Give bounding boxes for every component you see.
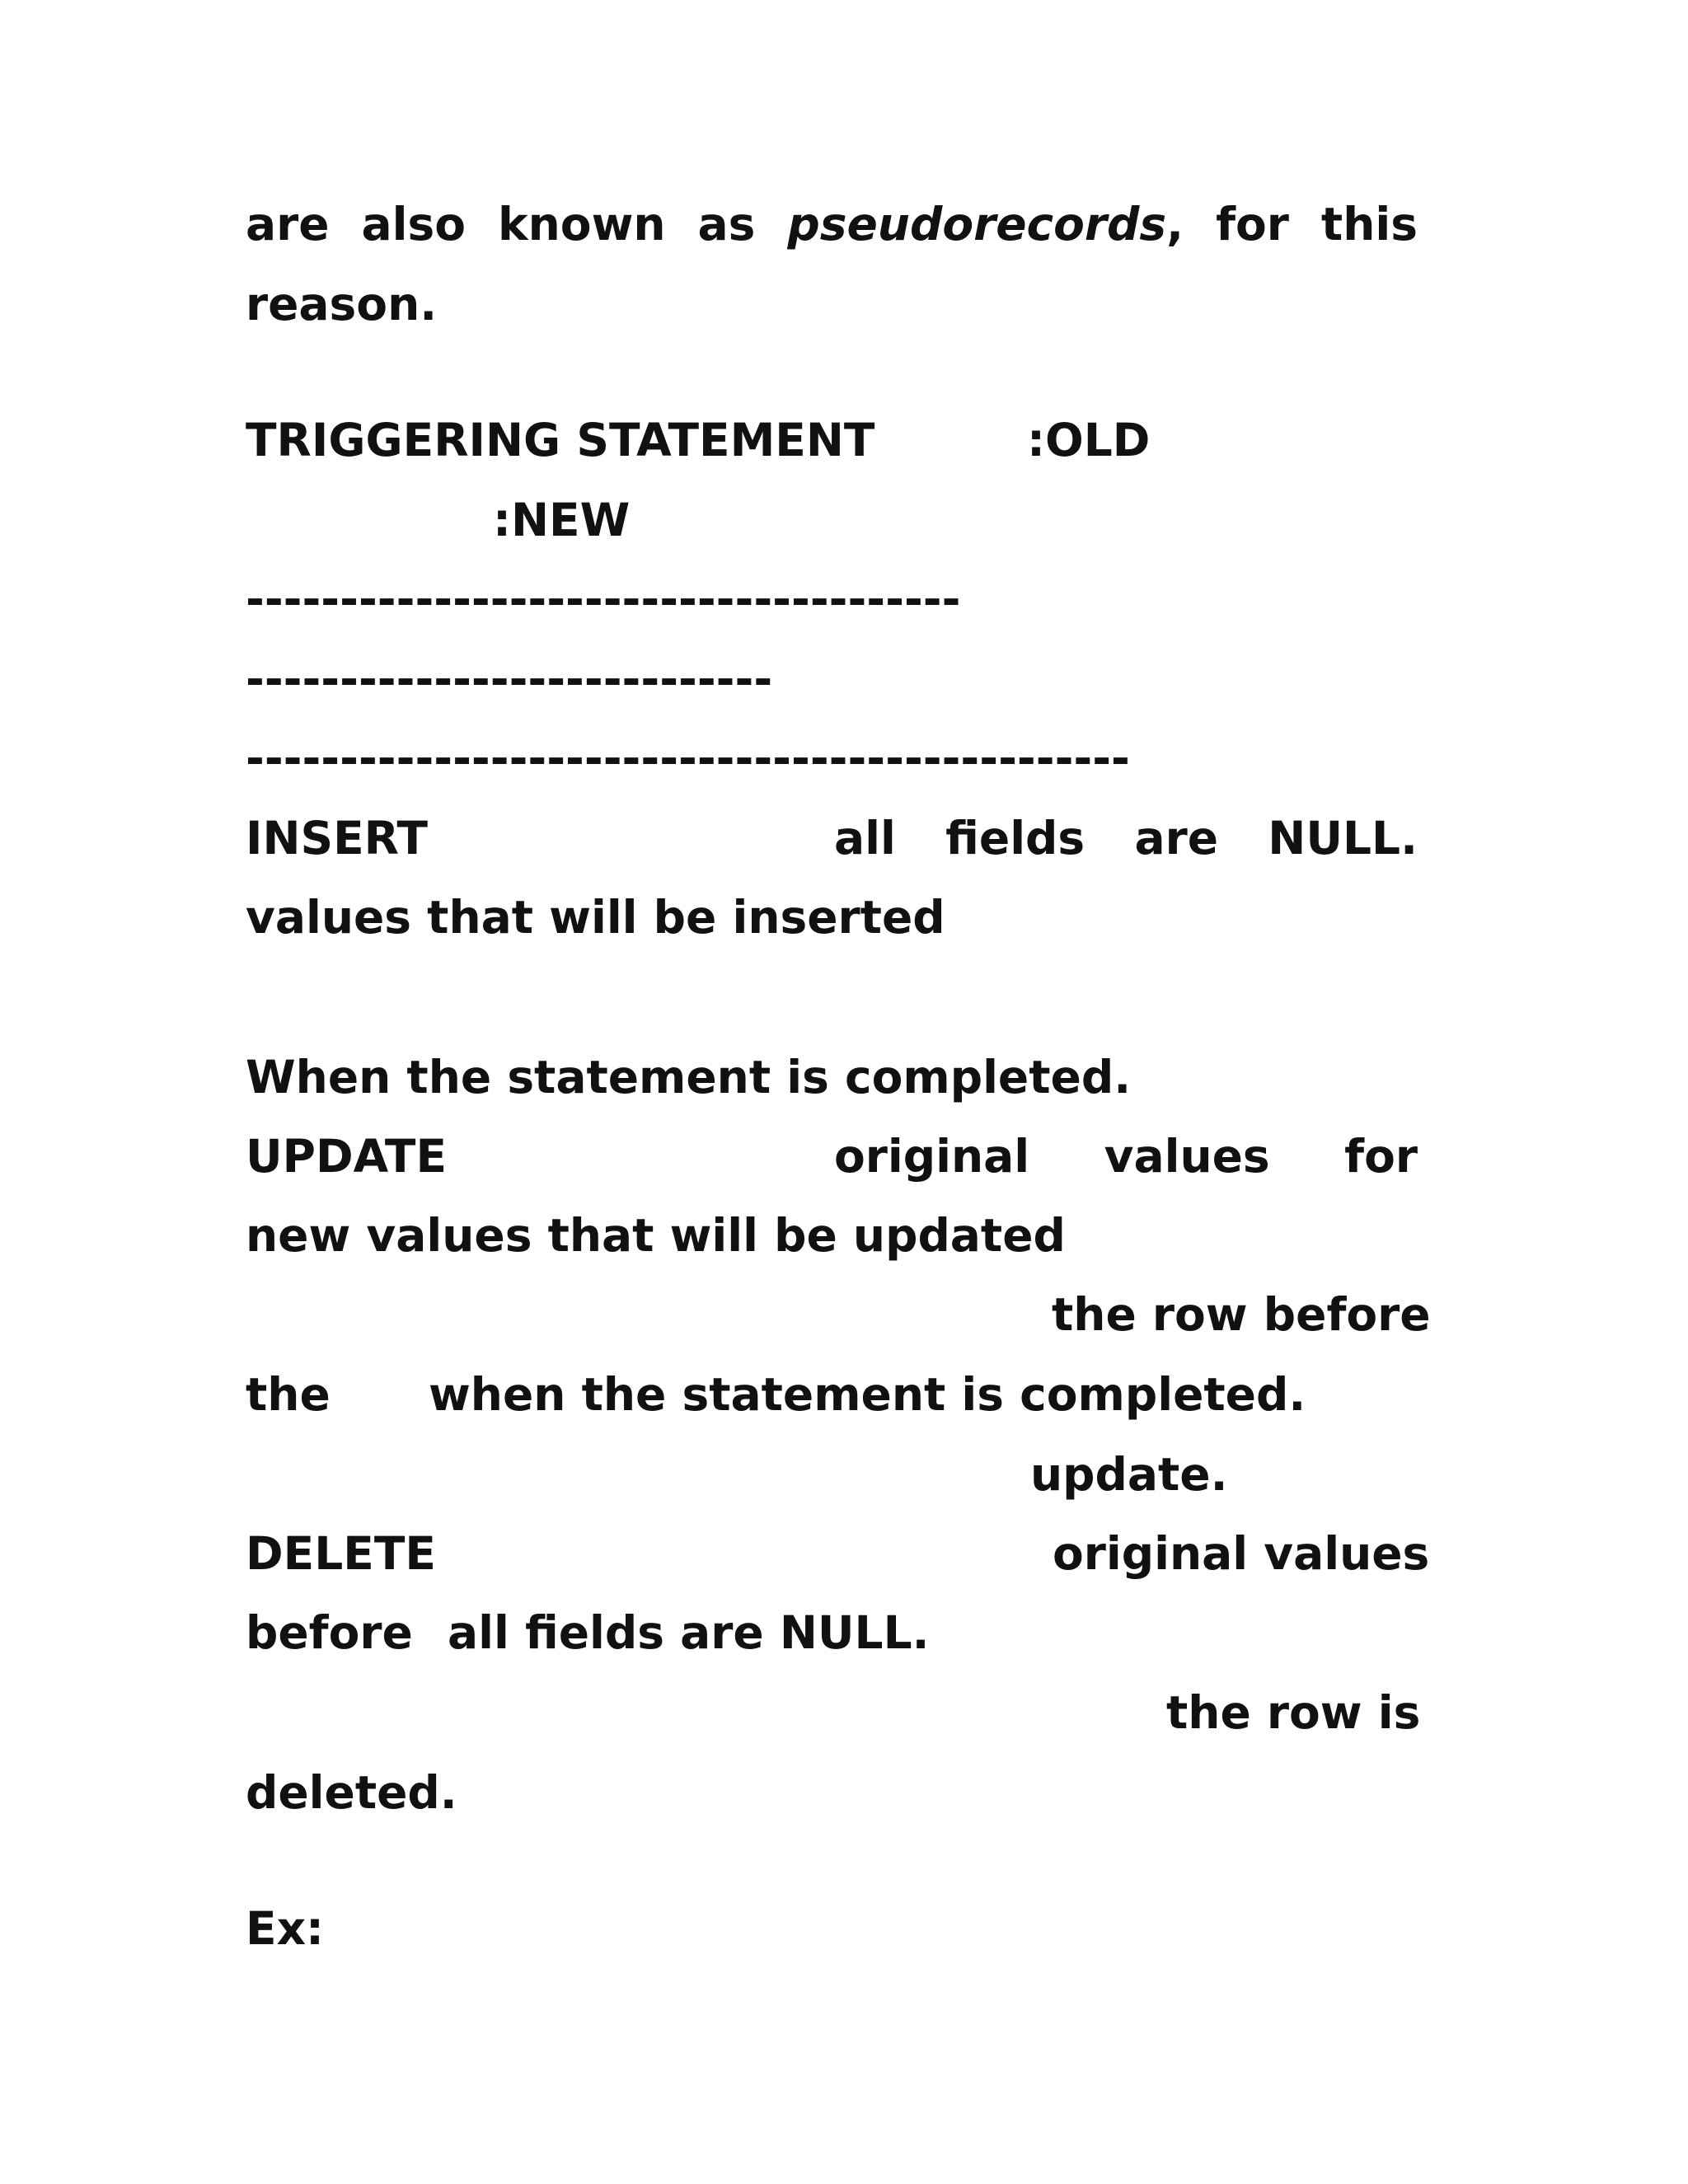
update-old-word: values [1104, 1130, 1270, 1183]
delete-old-line-1: original values [1053, 1527, 1430, 1580]
intro-word: known [498, 198, 666, 251]
intro-comma: , [1166, 198, 1184, 251]
update-old-line-4: update. [1030, 1448, 1228, 1501]
insert-statement: INSERT [246, 812, 429, 865]
intro-word: as [697, 198, 756, 251]
intro-word: for [1216, 198, 1289, 251]
intro-word: are [246, 198, 330, 251]
insert-new-line-2: When the statement is completed. [246, 1051, 1132, 1104]
intro-term-group [787, 198, 1184, 251]
intro-word: also [361, 198, 467, 251]
insert-old-text [834, 812, 1418, 865]
update-old-line-2: the row before [1052, 1288, 1431, 1341]
update-line-3-left: the [246, 1368, 331, 1421]
header-triggering-statement: TRIGGERING STATEMENT [246, 414, 875, 466]
update-statement: UPDATE [246, 1130, 448, 1183]
insert-old-word: NULL. [1268, 812, 1418, 865]
delete-line-2-right: all fields are NULL. [448, 1606, 930, 1659]
insert-old-word: all [834, 812, 896, 865]
delete-line-4: deleted. [246, 1766, 457, 1819]
update-line-3-right: when the statement is completed. [429, 1368, 1306, 1421]
delete-statement: DELETE [246, 1527, 436, 1580]
example-label: Ex: [246, 1902, 325, 1955]
delete-old-line-3: the row is [1166, 1686, 1421, 1739]
header-old: :OLD [1027, 414, 1151, 466]
update-old-text [834, 1130, 1418, 1183]
header-new: :NEW [493, 494, 631, 546]
insert-old-word: fields [945, 812, 1085, 865]
separator-rule-1: -------------------------------------- [246, 573, 961, 626]
separator-rule-3: ----------------------------------------------- [246, 732, 1130, 785]
intro-line-2: reason. [246, 278, 438, 330]
update-row-line-1 [246, 1130, 1418, 1183]
intro-line-1 [246, 198, 1418, 251]
insert-new-line-1: values that will be inserted [246, 891, 945, 944]
update-new-line-1: new values that will be updated [246, 1209, 1066, 1262]
pseudorecords-term: pseudorecords [787, 198, 1167, 251]
update-old-word: for [1344, 1130, 1418, 1183]
insert-row-line-1 [246, 812, 1418, 865]
update-old-word: original [834, 1130, 1030, 1183]
delete-line-2-left: before [246, 1606, 413, 1659]
intro-word: this [1320, 198, 1418, 251]
insert-old-word: are [1134, 812, 1218, 865]
separator-rule-2: ---------------------------- [246, 653, 773, 705]
